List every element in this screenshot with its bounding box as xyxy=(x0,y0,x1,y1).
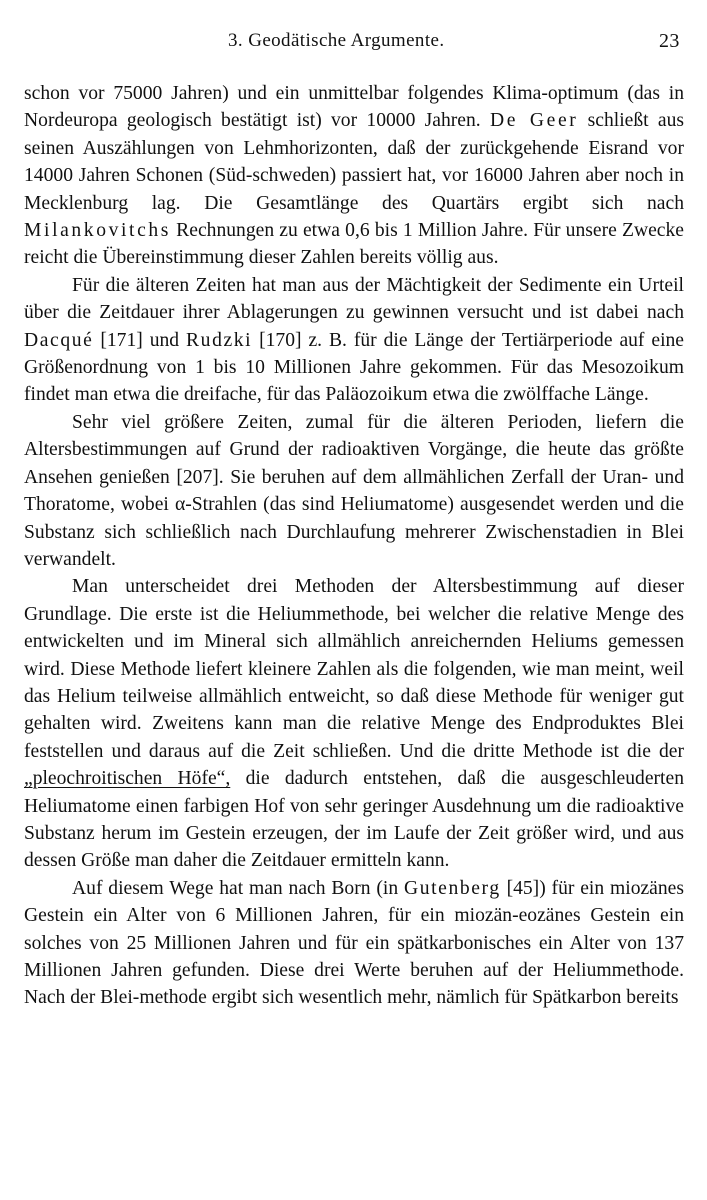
text-run: Rechnungen zu etwa 0,6 bis 1 Million Jahre. Für unsere Zwecke reicht die Übereinstimmung dieser Zahlen bereits völlig aus. xyxy=(24,220,684,269)
author-name-milankovitch: Milankovitchs xyxy=(24,220,171,242)
author-name-de-geer: De Geer xyxy=(489,110,579,132)
paragraph-5 xyxy=(24,875,684,1012)
running-title: 3. Geodätische Argumente. xyxy=(228,30,445,51)
text-run: [45]) für ein miozänes Gestein ein Alter von 6 Millionen Jahren, für ein miozän-eozänes Gestein ein solches von 25 Millionen Jahren und für ein spätkarbonisches ein Alter von 137 Millionen Jahren gefunden. Diese drei Werte beruhen auf der Heliummethode. Nach der Blei-methode ergibt sich wesentlich mehr, nämlich für Spätkarbon bereits xyxy=(24,877,684,1009)
paragraph-2 xyxy=(24,272,684,409)
text-run: die dadurch entstehen, daß die ausgeschleuderten Heliumatome einen farbigen Hof von sehr geringer Ausdehnung um die radioaktive Substanz herum im Gestein erzeugen, der im Laufe der Zeit größer wird, und aus dessen Größe man daher die Zeitdauer ermitteln kann. xyxy=(24,768,684,872)
author-name-gutenberg: Gutenberg xyxy=(403,877,501,899)
text-run: schon vor 75000 Jahren) und ein unmittelbar folgendes Klima-optimum (das in Nordeuropa geologisch bestätigt ist) vor 10000 Jahren. xyxy=(24,83,684,132)
page-header xyxy=(0,30,707,58)
text-run: Für die älteren Zeiten hat man aus der Mächtigkeit der Sedimente ein Urteil über die Zeitdauer ihrer Ablagerungen zu gewinnen versucht und ist dabei nach xyxy=(24,274,684,324)
text-run: Man unterscheidet drei Methoden der Altersbestimmung auf dieser Grundlage. Die erste ist die Heliummethode, bei welcher die relative Menge des entwickelten und im Mineral sich allmählich anreichernden Heliums gemessen wird. Diese Methode liefert kleinere Zahlen als die folgenden, wie man meint, weil das Helium teilweise allmählich entweicht, so daß diese Methode für weniger gut gehalten wird. Zweitens kann man die relative Menge des Endproduktes Blei feststellen und daraus auf die Zeit schließen. Und die dritte Methode ist die der xyxy=(24,576,684,762)
underlined-term: „pleochroitischen Höfe“, xyxy=(24,768,231,790)
text-run: [171] und xyxy=(93,329,186,351)
text-run: [170] z. B. für die Länge der Tertiärperiode auf eine Größenordnung von 1 bis 10 Millionen Jahre gekommen. Für das Mesozoikum findet man etwa die dreifache, für das Paläozoikum etwa die zwölffache Länge. xyxy=(24,329,685,406)
paragraph-4 xyxy=(24,573,684,874)
paragraph-3 xyxy=(24,409,684,573)
author-name-dacque: Dacqué xyxy=(24,329,94,351)
author-name-rudzki: Rudzki xyxy=(186,329,253,351)
body-text xyxy=(24,80,684,1012)
text-run: Sehr viel größere Zeiten, zumal für die älteren Perioden, liefern die Altersbestimmungen auf Grund der radioaktiven Vorgänge, die heute das größte Ansehen genießen [207]. Sie beruhen auf dem allmählichen Zerfall der Uran- und Thoratome, wobei α-Strahlen (das sind Heliumatome) ausgesendet werden und die Substanz sich schließlich nach Durchlaufung mehrerer Zwischenstadien in Blei verwandelt. xyxy=(24,411,684,570)
text-run: schließt aus seinen Auszählungen von Lehmhorizonten, daß der zurückgehende Eisrand vor 14000 Jahren Schonen (Süd-schweden) passiert hat, vor 16000 Jahren aber noch in Mecklenburg lag. Die Gesamtlänge des Quartärs ergibt sich nach xyxy=(24,110,685,214)
paragraph-1 xyxy=(24,80,684,272)
text-run: Auf diesem Wege hat man nach Born (in xyxy=(72,877,404,899)
page-number: 23 xyxy=(659,30,680,52)
